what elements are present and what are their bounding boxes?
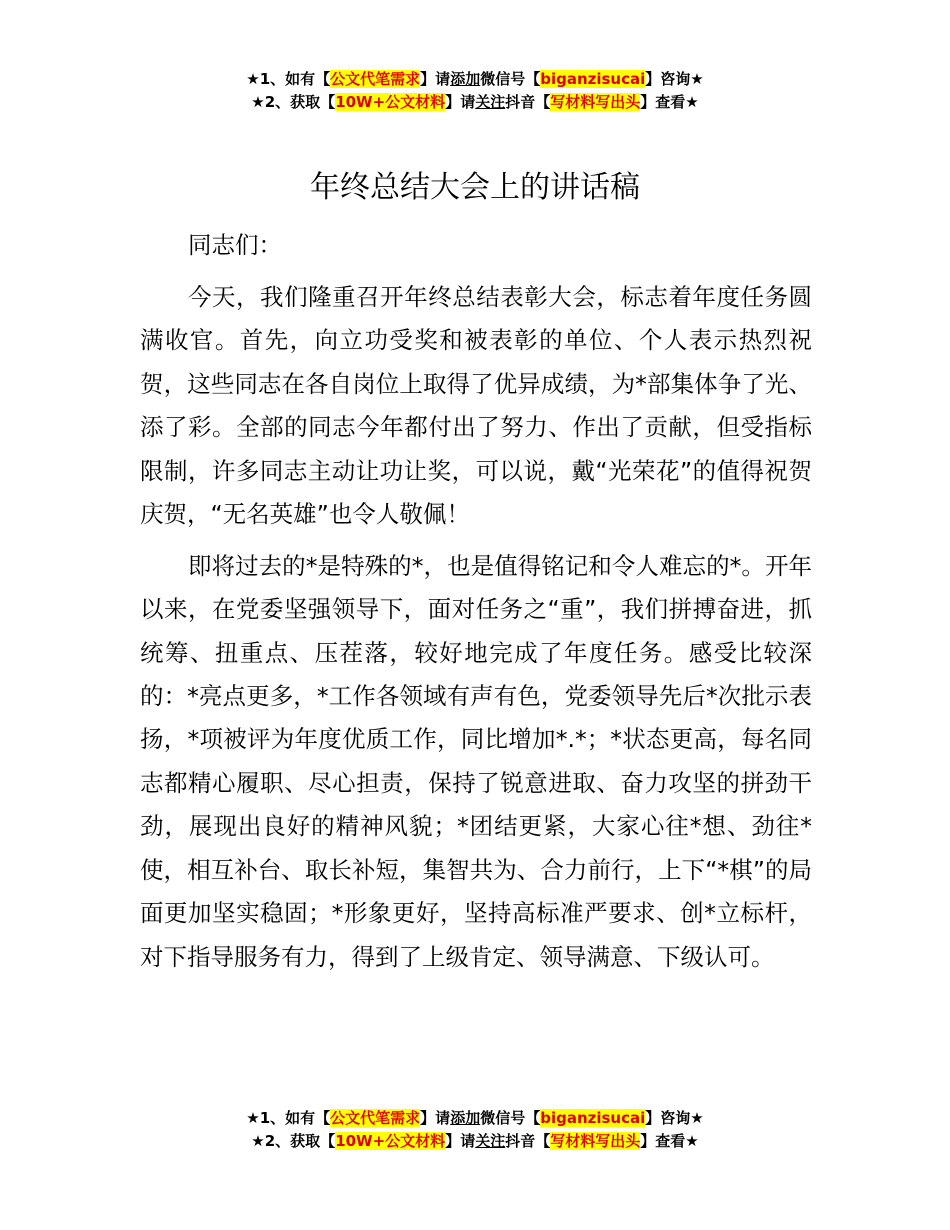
banner-highlight: 公文代笔需求	[330, 70, 421, 88]
banner-text: 】查看★	[640, 1132, 699, 1150]
banner-underlined: 关注	[475, 93, 506, 111]
banner-underlined: 添加	[450, 70, 481, 88]
banner-text: 】查看★	[640, 93, 699, 111]
banner-highlight: 写材料写出头	[550, 1132, 641, 1150]
banner-highlight: biganzisucai	[540, 1109, 646, 1127]
banner-highlight: 公文代笔需求	[330, 1109, 421, 1127]
banner-line-2	[0, 91, 950, 114]
body-paragraph-1: 今天，我们隆重召开年终总结表彰大会，标志着年度任务圆满收官。首先，向立功受奖和被表彰的单位、个人表示热烈祝贺，这些同志在各自岗位上取得了优异成绩，为*部集体争了光、添了彩。全部的同志今年都付出了努力、作出了贡献，但受指标限制，许多同志主动让功让奖，可以说，戴“光荣花”的值得祝贺庆贺，“无名英雄”也令人敬佩！	[140, 282, 812, 528]
document-body	[140, 224, 812, 987]
banner-text: 】咨询★	[645, 70, 704, 88]
banner-text: 抖音【	[505, 1132, 551, 1150]
footer-banner	[0, 1107, 950, 1153]
body-paragraph-2: 即将过去的*是特殊的*，也是值得铭记和令人难忘的*。开年以来，在党委坚强领导下，面对任务之“重”，我们拼搏奋进，抓统筹、扭重点、压茬落，较好地完成了年度任务。感受比较深的：*亮点更多，*工作各领域有声有色，党委领导先后*次批示表扬，*项被评为年度优质工作，同比增加*.*；*状态更高，每名同志都精心履职、尽心担责，保持了锐意进取、奋力攻坚的拼劲干劲，展现出良好的精神风貌；*团结更紧，大家心往*想、劲往*使，相互补台、取长补短，集智共为、合力前行，上下“*棋”的局面更加坚实稳固；*形象更好，坚持高标准严要求、创*立标杆，对下指导服务有力，得到了上级肯定、领导满意、下级认可。	[140, 551, 812, 971]
banner-text: ★1、如有【	[246, 70, 331, 88]
banner-text: 】请	[420, 1109, 451, 1127]
banner-text: 】请	[445, 1132, 476, 1150]
banner-underlined: 关注	[475, 1132, 506, 1150]
banner-line-2	[0, 1130, 950, 1153]
banner-text: 】咨询★	[645, 1109, 704, 1127]
document-title: 年终总结大会上的讲话稿	[310, 170, 640, 205]
banner-highlight: 写材料写出头	[550, 93, 641, 111]
banner-highlight: 10W+公文材料	[335, 93, 446, 111]
banner-text: ★2、获取【	[251, 93, 336, 111]
banner-underlined: 添加	[450, 1109, 481, 1127]
banner-highlight: biganzisucai	[540, 70, 646, 88]
banner-highlight: 10W+公文材料	[335, 1132, 446, 1150]
banner-text: ★1、如有【	[246, 1109, 331, 1127]
banner-text: ★2、获取【	[251, 1132, 336, 1150]
banner-line-1	[0, 1107, 950, 1130]
salutation: 同志们：	[188, 231, 282, 259]
banner-text: 微信号【	[480, 70, 541, 88]
banner-text: 】请	[420, 70, 451, 88]
banner-text: 微信号【	[480, 1109, 541, 1127]
header-banner	[0, 68, 950, 114]
banner-text: 抖音【	[505, 93, 551, 111]
banner-text: 】请	[445, 93, 476, 111]
banner-line-1	[0, 68, 950, 91]
